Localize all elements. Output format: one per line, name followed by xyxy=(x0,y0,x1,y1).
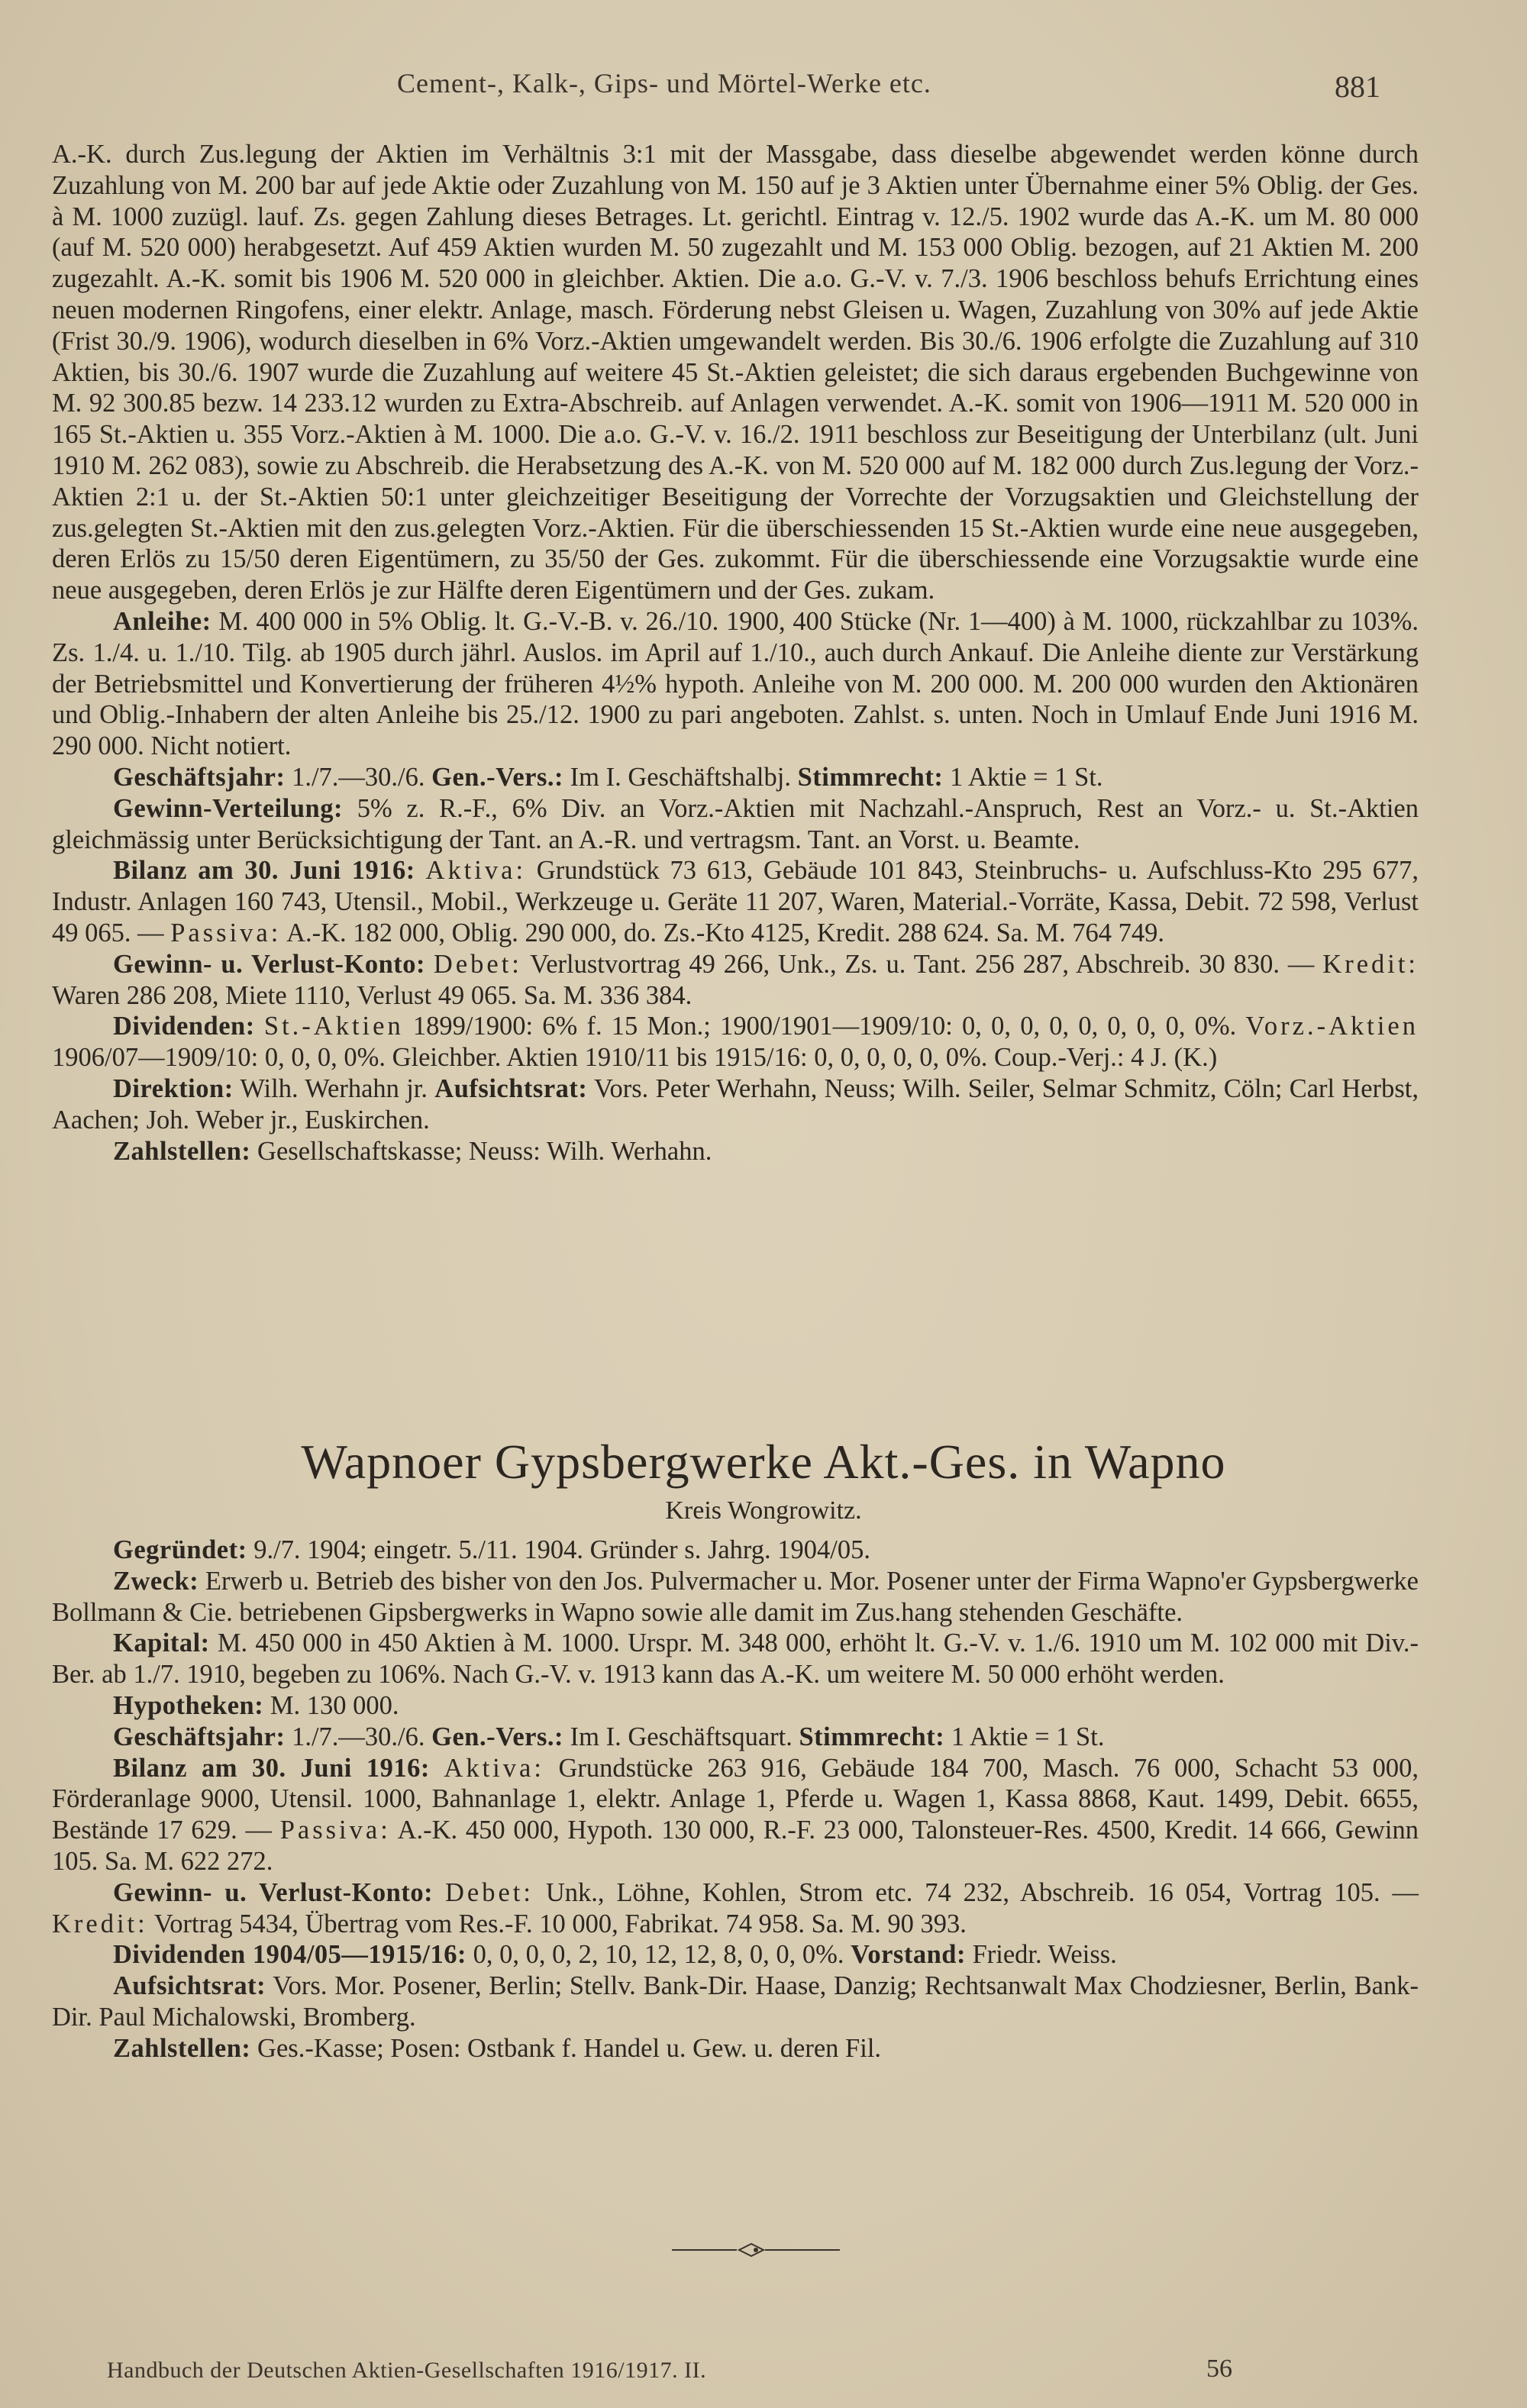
paying-agents-paragraph-2 xyxy=(52,2033,1419,2064)
capital-history-paragraph xyxy=(52,139,1419,606)
capital-text: M. 450 000 in 450 Aktien à M. 1000. Urspr. M. 348 000, erhöht lt. G.-V. v. 1./6. 1910 um M. 102 000 mit Div.-Ber. ab 1./7. 1910, begeben zu 106%. Nach G.-V. v. 1913 kann das A.-K. um weitere M. 50 000 erhöht werden. xyxy=(52,1628,1419,1690)
paying-agents-text: Gesellschaftskasse; Neuss: Wilh. Werhahn. xyxy=(257,1136,712,1166)
debit-text: Verlustvortrag 49 266, Unk., Zs. u. Tant. 256 287, Abschreib. 30 830. — xyxy=(530,949,1315,979)
anleihe-text: M. 400 000 in 5% Oblig. lt. G.-V.-B. v. 26./10. 1900, 400 Stücke (Nr. 1—400) à M. 1000, rückzahlbar zu 103%. Zs. 1./4. u. 1./10. Tilg. ab 1905 durch jährl. Auslos. im April auf 1./10., auch durch Ankauf. Die Anleihe diente zur Verstärkung der Betriebsmittel und Konvertierung der früheren 4½% hypoth. Anleihe von M. 200 000. M. 200 000 wurden den Aktionären und Oblig.-Inhabern der alten Anleihe bis 25./12. 1900 zu pari angeboten. Zahlst. s. unten. Noch in Umlauf Ende Juni 1916 M. 290 000. Nicht notiert. xyxy=(52,606,1419,761)
credit-label: Kredit: xyxy=(1322,949,1419,979)
fiscal-year-label: Geschäftsjahr: xyxy=(113,1722,286,1751)
profit-distribution-paragraph xyxy=(52,793,1419,856)
dividends-common-text: 1899/1900: 6% f. 15 Mon.; 1900/1901—1909/10: 0, 0, 0, 0, 0, 0, 0, 0, 0%. xyxy=(412,1012,1237,1041)
capital-label: Kapital: xyxy=(113,1628,210,1658)
dividends-label: Dividenden 1904/05—1915/16: xyxy=(113,1940,466,1970)
voting-right-text: 1 Aktie = 1 St. xyxy=(951,1722,1105,1751)
management-label: Direktion: xyxy=(113,1073,234,1103)
supervisory-board-text: Vors. Mor. Posener, Berlin; Stellv. Bank-Dir. Haase, Danzig; Rechtsanwalt Max Chodziesner, Berlin, Bank-Dir. Paul Michalowski, Bromberg. xyxy=(52,1971,1419,2032)
credit-text: Vortrag 5434, Übertrag vom Res.-F. 10 000, Fabrikat. 74 958. Sa. M. 90 393. xyxy=(153,1909,967,1938)
voting-right-label: Stimmrecht: xyxy=(799,1722,945,1751)
mortgages-label: Hypotheken: xyxy=(113,1690,264,1720)
board-text: Friedr. Weiss. xyxy=(972,1940,1117,1970)
running-title: Cement-, Kalk-, Gips- und Mörtel-Werke etc. xyxy=(397,68,931,98)
purpose-paragraph xyxy=(52,1566,1419,1628)
supervisory-board-label: Aufsichtsrat: xyxy=(113,1971,266,2001)
dividends-preferred-text: 1906/07—1909/10: 0, 0, 0, 0%. Gleichber. Aktien 1910/11 bis 1915/16: 0, 0, 0, 0, 0, 0%. Coup.-Verj.: 4 J. (K.) xyxy=(52,1043,1218,1073)
anleihe-paragraph xyxy=(52,606,1419,762)
preferred-shares-label: Vorz.-Aktien xyxy=(1245,1012,1419,1041)
voting-right-text: 1 Aktie = 1 St. xyxy=(949,762,1103,792)
general-meeting-label: Gen.-Vers.: xyxy=(431,1722,564,1751)
company-entry-wapno xyxy=(52,1535,1419,2064)
paying-agents-label: Zahlstellen: xyxy=(113,2033,251,2063)
supervisory-board-paragraph-2 xyxy=(52,1971,1419,2033)
page-number: 881 xyxy=(1335,69,1380,104)
profit-loss-paragraph xyxy=(52,949,1419,1012)
debit-text: Unk., Löhne, Kohlen, Strom etc. 74 232, Abschreib. 16 054, Vortrag 105. — xyxy=(545,1877,1419,1907)
dividends-label: Dividenden: xyxy=(113,1012,255,1041)
general-meeting-text: Im I. Geschäftsquart. xyxy=(570,1722,793,1751)
balance-sheet-label: Bilanz am 30. Juni 1916: xyxy=(113,856,415,886)
balance-sheet-paragraph-2 xyxy=(52,1753,1419,1877)
debit-label: Debet: xyxy=(433,949,522,979)
capital-history-text: A.-K. durch Zus.legung der Aktien im Verhältnis 3:1 mit der Massgabe, dass dieselbe abgewendet werden könne durch Zuzahlung von M. 200 bar auf jede Aktie oder Zuzahlung von M. 150 auf je 3 Aktien unter Übernahme einer 5% Oblig. der Ges. à M. 1000 zuzügl. lauf. Zs. gegen Zahlung dieses Betrages. Lt. gerichtl. Eintrag v. 12./5. 1902 wurde das A.-K. um M. 80 000 (auf M. 520 000) herabgesetzt. Auf 459 Aktien wurden M. 50 zugezahlt und M. 153 000 Oblig. bezogen, auf 21 Aktien M. 200 zugezahlt. A.-K. somit bis 1906 M. 520 000 in gleichber. Aktien. Die a.o. G.-V. v. 7./3. 1906 beschloss behufs Errichtung eines neuen modernen Ringofens, einer elektr. Anlage, masch. Förderung nebst Gleisen u. Wagen, Zuzahlung von 30% auf jede Aktie (Frist 30./9. 1906), wodurch dieselben in 6% Vorz.-Aktien umgewandelt werden. Bis 30./6. 1906 erfolgte die Zuzahlung auf 310 Aktien, bis 30./6. 1907 wurde die Zuzahlung auf weitere 45 St.-Aktien geleistet; die sich daraus ergebenden Buchgewinne von M. 92 300.85 bezw. 14 233.12 wurden zu Extra-Abschreib. auf Anlagen verwendet. A.-K. somit von 1906—1911 M. 520 000 in 165 St.-Aktien u. 355 Vorz.-Aktien à M. 1000. Die a.o. G.-V. v. 16./2. 1911 beschloss zur Beseitigung der Unterbilanz (ult. Juni 1910 M. 262 083), sowie zu Abschreib. die Herabsetzung des A.-K. von M. 520 000 auf M. 182 000 durch Zus.legung der Vorz.-Aktien 2:1 u. der St.-Aktien 50:1 unter gleichzeitiger Beseitigung der Vorrechte der Vorzugsaktien und Gleichstellung der zus.gelegten St.-Aktien mit den zus.gelegten Vorz.-Aktien. Für die überschiessenden 15 St.-Aktien wurde eine neue ausgegeben, deren Erlös zu 15/50 deren Eigentümern, zu 35/50 der Ges. zukommt. Für die überschiessende eine Vorzugsaktie wurde eine neue ausgegeben, deren Erlös je zur Hälfte deren Eigentümern und der Ges. zukam. xyxy=(52,140,1419,605)
common-shares-label: St.-Aktien xyxy=(263,1012,404,1041)
balance-sheet-paragraph xyxy=(52,855,1419,948)
paying-agents-text: Ges.-Kasse; Posen: Ostbank f. Handel u. Gew. u. deren Fil. xyxy=(257,2033,882,2063)
mortgages-text: M. 130 000. xyxy=(270,1690,399,1720)
general-meeting-text: Im I. Geschäftshalbj. xyxy=(570,762,791,792)
general-meeting-label: Gen.-Vers.: xyxy=(431,762,564,792)
capital-paragraph xyxy=(52,1628,1419,1690)
mortgages-paragraph xyxy=(52,1690,1419,1722)
credit-label: Kredit: xyxy=(52,1909,148,1938)
footer-sheet-number: 56 xyxy=(1206,2355,1232,2383)
profit-loss-paragraph-2 xyxy=(52,1877,1419,1940)
company-district: Kreis Wongrowitz. xyxy=(665,1496,862,1525)
fiscal-year-paragraph xyxy=(52,762,1419,793)
management-text: Wilh. Werhahn jr. xyxy=(240,1073,428,1103)
assets-label: Aktiva: xyxy=(444,1753,544,1783)
founded-paragraph xyxy=(52,1535,1419,1566)
balance-sheet-label: Bilanz am 30. Juni 1916: xyxy=(113,1753,430,1783)
liabilities-label: Passiva: xyxy=(170,918,282,947)
paying-agents-label: Zahlstellen: xyxy=(113,1136,251,1166)
management-paragraph xyxy=(52,1073,1419,1136)
board-label: Vorstand: xyxy=(851,1940,966,1970)
company-title: Wapnoer Gypsbergwerke Akt.-Ges. in Wapno xyxy=(301,1435,1226,1489)
assets-text: Grundstück 73 613, Gebäude 101 843, Steinbruchs- u. Aufschluss-Kto 295 677, Industr. Anlagen 160 743, Utensil., Mobil., Werkzeuge u. Geräte 11 207, Waren, Material.-Vorräte, Kassa, Debit. 72 598, Verlust 49 065. — xyxy=(52,856,1419,947)
fiscal-year-label: Geschäftsjahr: xyxy=(113,762,286,792)
fiscal-year-paragraph-2 xyxy=(52,1722,1419,1753)
anleihe-label: Anleihe: xyxy=(113,606,211,636)
footer-book-title: Handbuch der Deutschen Aktien-Gesellschaften 1916/1917. II. xyxy=(107,2358,707,2383)
founded-text: 9./7. 1904; eingetr. 5./11. 1904. Gründer s. Jahrg. 1904/05. xyxy=(253,1535,871,1564)
fiscal-year-text: 1./7.—30./6. xyxy=(292,762,425,792)
debit-label: Debet: xyxy=(445,1877,534,1907)
purpose-label: Zweck: xyxy=(113,1566,199,1596)
liabilities-label: Passiva: xyxy=(279,1816,391,1845)
dividends-text: 0, 0, 0, 0, 2, 10, 12, 12, 8, 0, 0, 0%. xyxy=(473,1940,844,1970)
profit-loss-label: Gewinn- u. Verlust-Konto: xyxy=(113,949,426,979)
liabilities-text: A.-K. 450 000, Hypoth. 130 000, R.-F. 23 000, Talonsteuer-Res. 4500, Kredit. 14 666, Gewinn 105. Sa. M. 622 272. xyxy=(52,1816,1419,1876)
voting-right-label: Stimmrecht: xyxy=(797,762,944,792)
profit-distribution-label: Gewinn-Verteilung: xyxy=(113,793,343,823)
assets-label: Aktiva: xyxy=(425,856,527,886)
profit-loss-label: Gewinn- u. Verlust-Konto: xyxy=(113,1877,434,1907)
paying-agents-paragraph xyxy=(52,1136,1419,1167)
company-entry-continued xyxy=(52,139,1419,1167)
founded-label: Gegründet: xyxy=(113,1535,247,1564)
ornament-divider xyxy=(672,2241,840,2259)
dividends-paragraph xyxy=(52,1011,1419,1073)
fiscal-year-text: 1./7.—30./6. xyxy=(292,1722,425,1751)
liabilities-text: A.-K. 182 000, Oblig. 290 000, do. Zs.-Kto 4125, Kredit. 288 624. Sa. M. 764 749. xyxy=(286,918,1165,947)
assets-text: Grundstücke 263 916, Gebäude 184 700, Masch. 76 000, Schacht 53 000, Förderanlage 9000, Utensil. 1000, Bahnanlage 1, elektr. Anlage 1, Pferde u. Wagen 1, Kassa 8868, Kaut. 1499, Debit. 6655, Bestände 17 629. — xyxy=(52,1753,1419,1845)
supervisory-board-text: Vors. Peter Werhahn, Neuss; Wilh. Seiler, Selmar Schmitz, Cöln; Carl Herbst, Aachen; Joh. Weber jr., Euskirchen. xyxy=(52,1073,1419,1135)
purpose-text: Erwerb u. Betrieb des bisher von den Jos. Pulvermacher u. Mor. Posener unter der Firma Wapno'er Gypsbergwerke Bollmann & Cie. betriebenen Gipsbergwerks in Wapno sowie alle damit im Zus.hang stehenden Geschäfte. xyxy=(52,1566,1419,1627)
dividends-paragraph-2 xyxy=(52,1939,1419,1971)
profit-distribution-text: 5% z. R.-F., 6% Div. an Vorz.-Aktien mit Nachzahl.-Anspruch, Rest an Vorz.- u. St.-Aktien gleichmässig unter Berücksichtigung der Tant. an A.-R. und vertragsm. Tant. an Vorst. u. Beamte. xyxy=(52,793,1419,854)
supervisory-board-label: Aufsichtsrat: xyxy=(434,1073,588,1103)
credit-text: Waren 286 208, Miete 1110, Verlust 49 065. Sa. M. 336 384. xyxy=(52,980,692,1010)
